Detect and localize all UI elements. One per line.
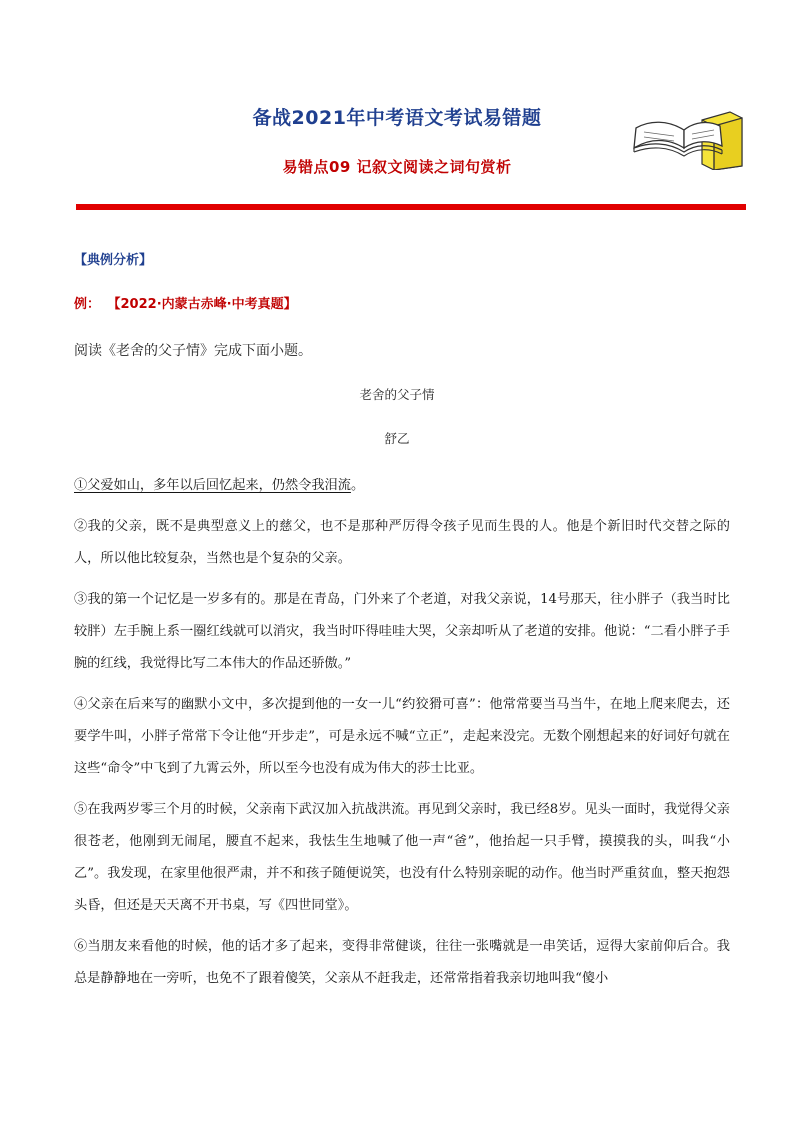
paragraph-5: ⑤在我两岁零三个月的时候，父亲南下武汉加入抗战洪流。再见到父亲时，我已经8岁。见头一面时，我觉得父亲很苍老，他刚到无闹尾，腰直不起来，我怯生生地喊了他一声“爸”，他抬起一只手臂，摸摸我的头，叫我“小乙”。我发现，在家里他很严肃，并不和孩子随便说笑，也没有什么特别亲昵的动作。他当时严重贫血，整天抱怨头昏，但还是天天离不开书桌，写《四世同堂》。 (74, 802, 730, 913)
document-subtitle: 易错点09 记叙文阅读之词句赏析 (282, 158, 512, 176)
open-book-icon (630, 108, 748, 170)
paragraph-1-underlined: ①父爱如山，多年以后回忆起来，仍然令我泪流 (74, 478, 351, 493)
article-body (74, 470, 730, 1004)
paragraph-4: ④父亲在后来写的幽默小文中，多次提到他的一女一儿“约狡猾可喜”：他常常要当马当牛，在地上爬来爬去，还要学牛叫，小胖子常常下令让他“开步走”，可是永远不喊“立正”，走起来没完。无数个刚想起来的好词好句就在这些“命令”中飞到了九霄云外，所以至今也没有成为伟大的莎士比亚。 (74, 697, 730, 776)
example-prefix: 例： (74, 297, 101, 312)
paragraph-1-end: 。 (350, 478, 365, 493)
paragraph-3: ③我的第一个记忆是一岁多有的。那是在青岛，门外来了个老道，对我父亲说，14号那天，往小胖子（我当时比较胖）左手腕上系一圈红线就可以消灾，我当时吓得哇哇大哭，父亲却听从了老道的安排。他说：“二看小胖子手腕的红线，我觉得比写二本伟大的作品还骄傲。” (74, 592, 730, 671)
example-heading (74, 293, 297, 312)
reading-instruction: 阅读《老舍的父子情》完成下面小题。 (74, 343, 312, 359)
article-title: 老舍的父子情 (359, 387, 435, 402)
article-author: 舒乙 (384, 431, 410, 446)
paragraph-2: ②我的父亲，既不是典型意义上的慈父，也不是那种严厉得令孩子见而生畏的人。他是个新旧时代交替之际的人，所以他比较复杂，当然也是个复杂的父亲。 (74, 519, 730, 566)
document-title: 备战2021年中考语文考试易错题 (252, 107, 542, 129)
example-source: 【2022·内蒙古赤峰·中考真题】 (114, 297, 297, 312)
header-divider (76, 204, 746, 210)
section-label: 【典例分析】 (74, 253, 153, 268)
paragraph-1 (74, 470, 730, 502)
paragraph-6: ⑥当朋友来看他的时候，他的话才多了起来，变得非常健谈，往往一张嘴就是一串笑话，逗得大家前仰后合。我总是静静地在一旁听，也免不了跟着傻笑，父亲从不赶我走，还常常指着我亲切地叫我“傻小 (74, 939, 730, 986)
